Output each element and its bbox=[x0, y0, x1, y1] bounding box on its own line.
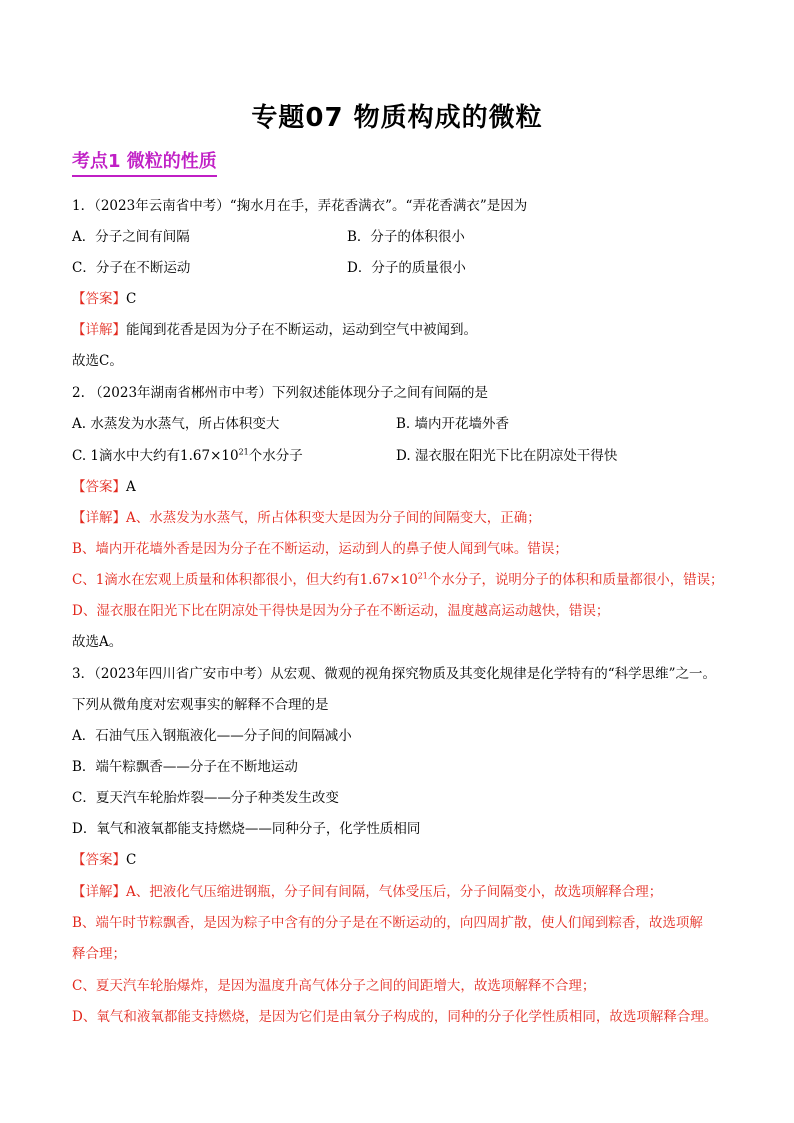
q3-detail-c: C、夏天汽车轮胎爆炸，是因为温度升高气体分子之间的间距增大，故选项解释不合理； bbox=[72, 978, 596, 994]
q2-detail-c-suffix: 个水分子，说明分子的体积和质量都很小，错误； bbox=[427, 572, 724, 588]
q2-option-a: A. 水蒸发为水蒸气，所占体积变大 bbox=[72, 416, 280, 432]
q1-option-d: D．分子的质量很小 bbox=[347, 260, 466, 276]
detail-tag: 【详解】 bbox=[72, 510, 126, 526]
q3-detail-b-line2: 释合理； bbox=[72, 946, 126, 962]
answer-tag: 【答案】 bbox=[72, 479, 126, 495]
q3-answer bbox=[72, 850, 136, 870]
answer-tag: 【答案】 bbox=[72, 852, 126, 868]
q1-option-c: C．分子在不断运动 bbox=[72, 260, 191, 276]
q3-option-b: B．端午粽飘香——分子在不断地运动 bbox=[72, 759, 298, 775]
q3-detail-a bbox=[72, 882, 662, 902]
page-title: 专题07 物质构成的微粒 bbox=[251, 103, 543, 133]
q2-detail-c bbox=[72, 570, 723, 590]
q2-detail-c-text: C、1滴水在宏观上质量和体积都很小，但大约有1.67×10 bbox=[72, 572, 418, 588]
q2-conclusion: 故选A。 bbox=[72, 634, 123, 650]
q2-option-c bbox=[72, 446, 303, 466]
q3-stem-line2: 下列从微角度对宏观事实的解释不合理的是 bbox=[72, 697, 329, 713]
q3-answer-value: C bbox=[126, 852, 137, 868]
q3-option-d: D．氧气和液氧都能支持燃烧——同种分子，化学性质相同 bbox=[72, 821, 421, 837]
q3-detail-a-text: A、把液化气压缩进钢瓶，分子间有间隔，气体受压后，分子间隔变小，故选项解释合理； bbox=[126, 884, 663, 900]
q2-stem: 2. （2023年湖南省郴州市中考）下列叙述能体现分子之间有间隔的是 bbox=[72, 385, 489, 401]
q2-detail-c-exponent: 21 bbox=[417, 571, 428, 581]
q2-answer bbox=[72, 477, 136, 497]
q2-option-b: B. 墙内开花墙外香 bbox=[396, 416, 510, 432]
q2-detail-d: D、湿衣服在阳光下比在阴凉处干得快是因为分子在不断运动，温度越高运动越快，错误； bbox=[72, 603, 610, 619]
q2-option-d: D. 湿衣服在阳光下比在阴凉处干得快 bbox=[396, 448, 618, 464]
q3-option-a: A．石油气压入钢瓶液化——分子间的间隔减小 bbox=[72, 728, 352, 744]
q1-answer-value: C bbox=[126, 291, 137, 307]
q3-detail-b-line1: B、端午时节粽飘香，是因为粽子中含有的分子是在不断运动的，向四周扩散，使人们闻到粽香，故选项解 bbox=[72, 915, 703, 931]
answer-tag: 【答案】 bbox=[72, 291, 126, 307]
q2-detail-a bbox=[72, 508, 541, 528]
detail-tag: 【详解】 bbox=[72, 884, 126, 900]
q3-option-c: C．夏天汽车轮胎炸裂——分子种类发生改变 bbox=[72, 790, 339, 806]
q1-option-b: B．分子的体积很小 bbox=[347, 229, 465, 245]
q1-detail bbox=[72, 320, 477, 340]
q1-answer bbox=[72, 289, 136, 309]
q2-option-c-exponent: 21 bbox=[238, 447, 249, 457]
q2-detail-a-text: A、水蒸发为水蒸气，所占体积变大是因为分子间的间隔变大，正确； bbox=[126, 510, 541, 526]
q1-detail-text: 能闻到花香是因为分子在不断运动，运动到空气中被闻到。 bbox=[126, 322, 477, 338]
detail-tag: 【详解】 bbox=[72, 322, 126, 338]
q2-option-c-text: C. 1滴水中大约有1.67×10 bbox=[72, 448, 239, 464]
q2-answer-value: A bbox=[126, 479, 136, 495]
section-heading: 考点1 微粒的性质 bbox=[72, 150, 217, 177]
q2-option-c-suffix: 个水分子 bbox=[248, 448, 303, 464]
q3-stem-line1: 3．（2023年四川省广安市中考）从宏观、微观的视角探究物质及其变化规律是化学特有的“科学思维”之一。 bbox=[72, 666, 716, 682]
q1-option-a: A．分子之间有间隔 bbox=[72, 229, 190, 245]
q1-stem: 1．（2023年云南省中考）“掬水月在手，弄花香满衣”。“弄花香满衣”是因为 bbox=[72, 198, 528, 214]
q1-conclusion: 故选C。 bbox=[72, 353, 123, 369]
q3-detail-d: D、氧气和液氧都能支持燃烧，是因为它们是由氧分子构成的，同种的分子化学性质相同，故选项解释合理。 bbox=[72, 1009, 718, 1025]
q2-detail-b: B、墙内开花墙外香是因为分子在不断运动，运动到人的鼻子使人闻到气味。错误； bbox=[72, 541, 568, 557]
